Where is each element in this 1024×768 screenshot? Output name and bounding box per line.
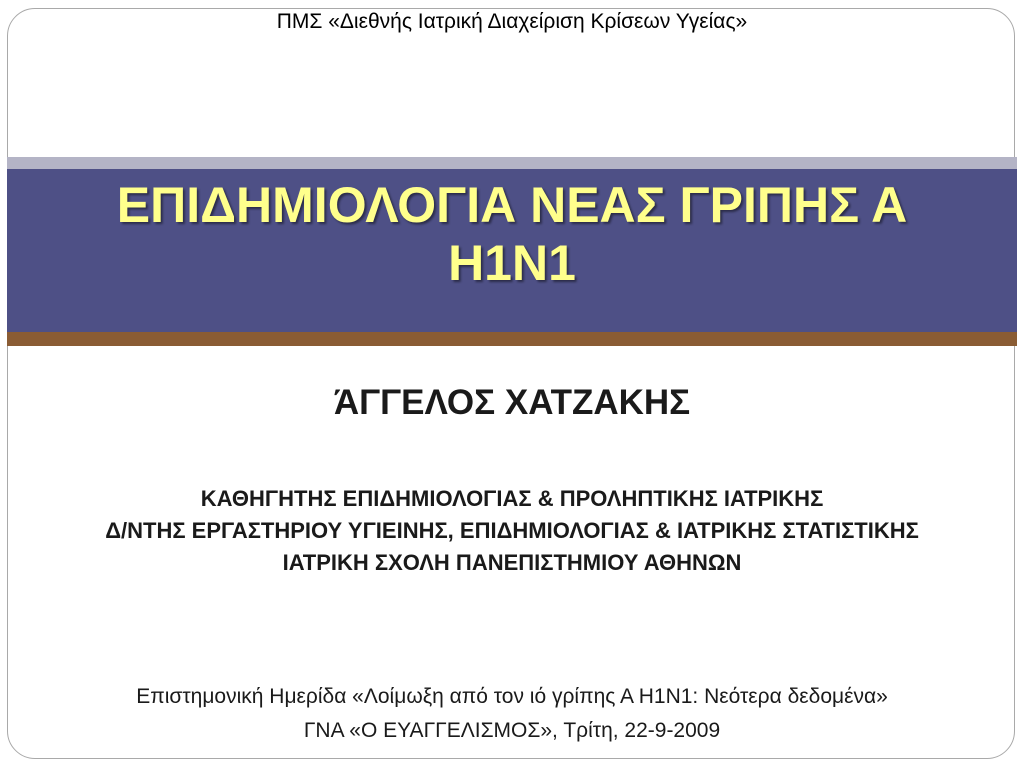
title-band-bottom-stripe — [7, 332, 1017, 346]
affiliation-line: ΚΑΘΗΓΗΤΗΣ ΕΠΙΔΗΜΙΟΛΟΓΙΑΣ & ΠΡΟΛΗΠΤΙΚΗΣ ΙΑΤΡΙΚΗΣ — [200, 486, 824, 511]
title-band-top-stripe — [7, 157, 1017, 169]
slide-title-line-2: H1N1 — [448, 235, 576, 291]
slide-title — [7, 176, 1017, 292]
author-name: ΆΓΓΕΛΟΣ ΧΑΤΖΑΚΗΣ — [333, 383, 691, 422]
event-venue-date: ΓΝΑ «Ο ΕΥΑΓΓΕΛΙΣΜΟΣ», Τρίτη, 22-9-2009 — [303, 719, 721, 742]
program-title: ΠΜΣ «Διεθνής Ιατρική Διαχείριση Κρίσεων Υγείας» — [276, 10, 748, 33]
affiliation-line: ΙΑΤΡΙΚΗ ΣΧΟΛΗ ΠΑΝΕΠΙΣΤΗΜΙΟΥ ΑΘΗΝΩΝ — [282, 550, 742, 575]
affiliation-line: Δ/ΝΤΗΣ ΕΡΓΑΣΤΗΡΙΟΥ ΥΓΙΕΙΝΗΣ, ΕΠΙΔΗΜΙΟΛΟΓΙΑΣ & ΙΑΤΡΙΚΗΣ ΣΤΑΤΙΣΤΙΚΗΣ — [105, 518, 919, 543]
author-affiliations — [0, 483, 1024, 579]
event-info — [0, 680, 1024, 748]
slide-title-line-1: ΕΠΙΔΗΜΙΟΛΟΓΙΑ ΝΕΑΣ ΓΡΙΠΗΣ Α — [116, 177, 908, 233]
event-name: Επιστημονική Ημερίδα «Λοίμωξη από τον ιό γρίπης Α H1N1: Νεότερα δεδομένα» — [136, 685, 888, 708]
